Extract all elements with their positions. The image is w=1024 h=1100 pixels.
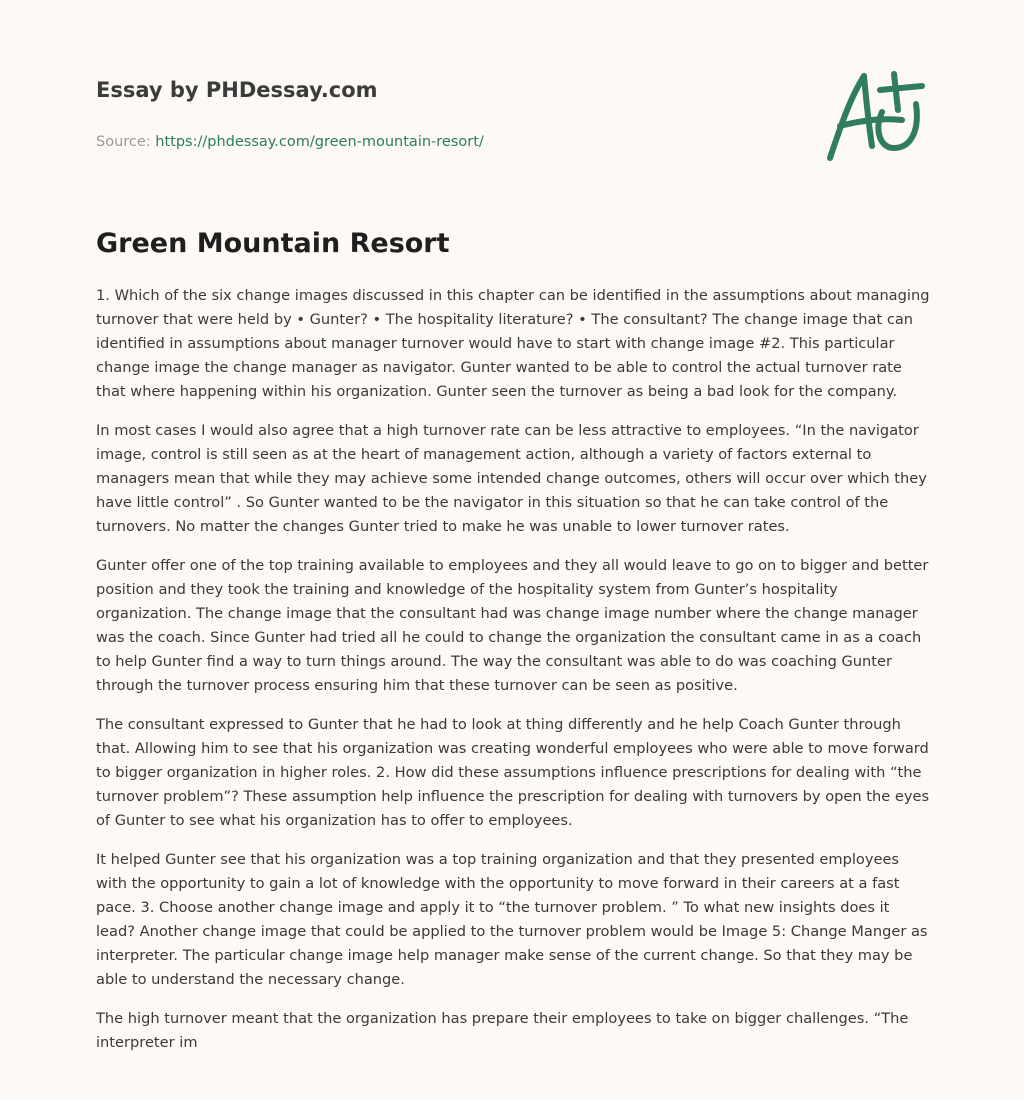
essay-paragraph: The consultant expressed to Gunter that he had to look at thing differently and he help Coach Gunter through that. Allowing him to see that his organization was creating wonderful employees who were able to move forward to bigger organization in higher roles. 2. How did these assumptions influence prescriptions for dealing with “the turnover problem”? These assumption help influence the prescription for dealing with turnovers by open the eyes of Gunter to see what his organization has to offer to employees. [96, 716, 930, 829]
essay-title: Green Mountain Resort [96, 228, 450, 259]
a-plus-logo-icon [822, 68, 928, 164]
source-label: Source: [96, 134, 156, 150]
essay-paragraph: It helped Gunter see that his organization was a top training organization and that they presented employees with the opportunity to gain a lot of knowledge with the opportunity to move forward in their careers at a fast pace. 3. Choose another change image and apply it to “the turnover problem. ” To what new insights does it lead? Another change image that could be applied to the turnover problem would be Image 5: Change Manger as interpreter. The particular change image help manager make sense of the current change. So that they may be able to understand the necessary change. [96, 851, 928, 988]
essay-paragraph: Gunter offer one of the top training available to employees and they all would leave to go on to bigger and better position and they took the training and knowledge of the hospitality system from Gunter’s hospitality organization. The change image that the consultant had was change image number where the change manager was the coach. Since Gunter had tried all he could to change the organization the consultant came in as a coach to help Gunter find a way to turn things around. The way the consultant was able to do was coaching Gunter through the turnover process ensuring him that these turnover can be seen as positive. [96, 557, 929, 694]
source-line [96, 132, 796, 152]
essay-paragraph: 1. Which of the six change images discussed in this chapter can be identified in the assumptions about managing turnover that were held by • Gunter? • The hospitality literature? • The consultant? The change image that can identified in assumptions about manager turnover would have to start with change image #2. This particular change image the change manager as navigator. Gunter wanted to be able to control the actual turnover rate that where happening within his organization. Gunter seen the turnover as being a bad look for the company. [96, 287, 930, 400]
source-link[interactable]: https://phdessay.com/green-mountain-resort/ [155, 134, 484, 150]
essay-paragraph: The high turnover meant that the organization has prepare their employees to take on bigger challenges. “The interpreter im [96, 1010, 909, 1051]
essay-paragraph: In most cases I would also agree that a high turnover rate can be less attractive to employees. “In the navigator image, control is still seen as at the heart of management action, although a variety of factors external to managers mean that while they may achieve some intended change outcomes, others will occur over which they have little control” . So Gunter wanted to be the navigator in this situation so that he can take control of the turnovers. No matter the changes Gunter tried to make he was unable to lower turnover rates. [96, 422, 927, 535]
site-brand: Essay by PHDessay.com [96, 78, 378, 102]
essay-body [96, 284, 930, 1070]
essay-header [96, 76, 796, 152]
